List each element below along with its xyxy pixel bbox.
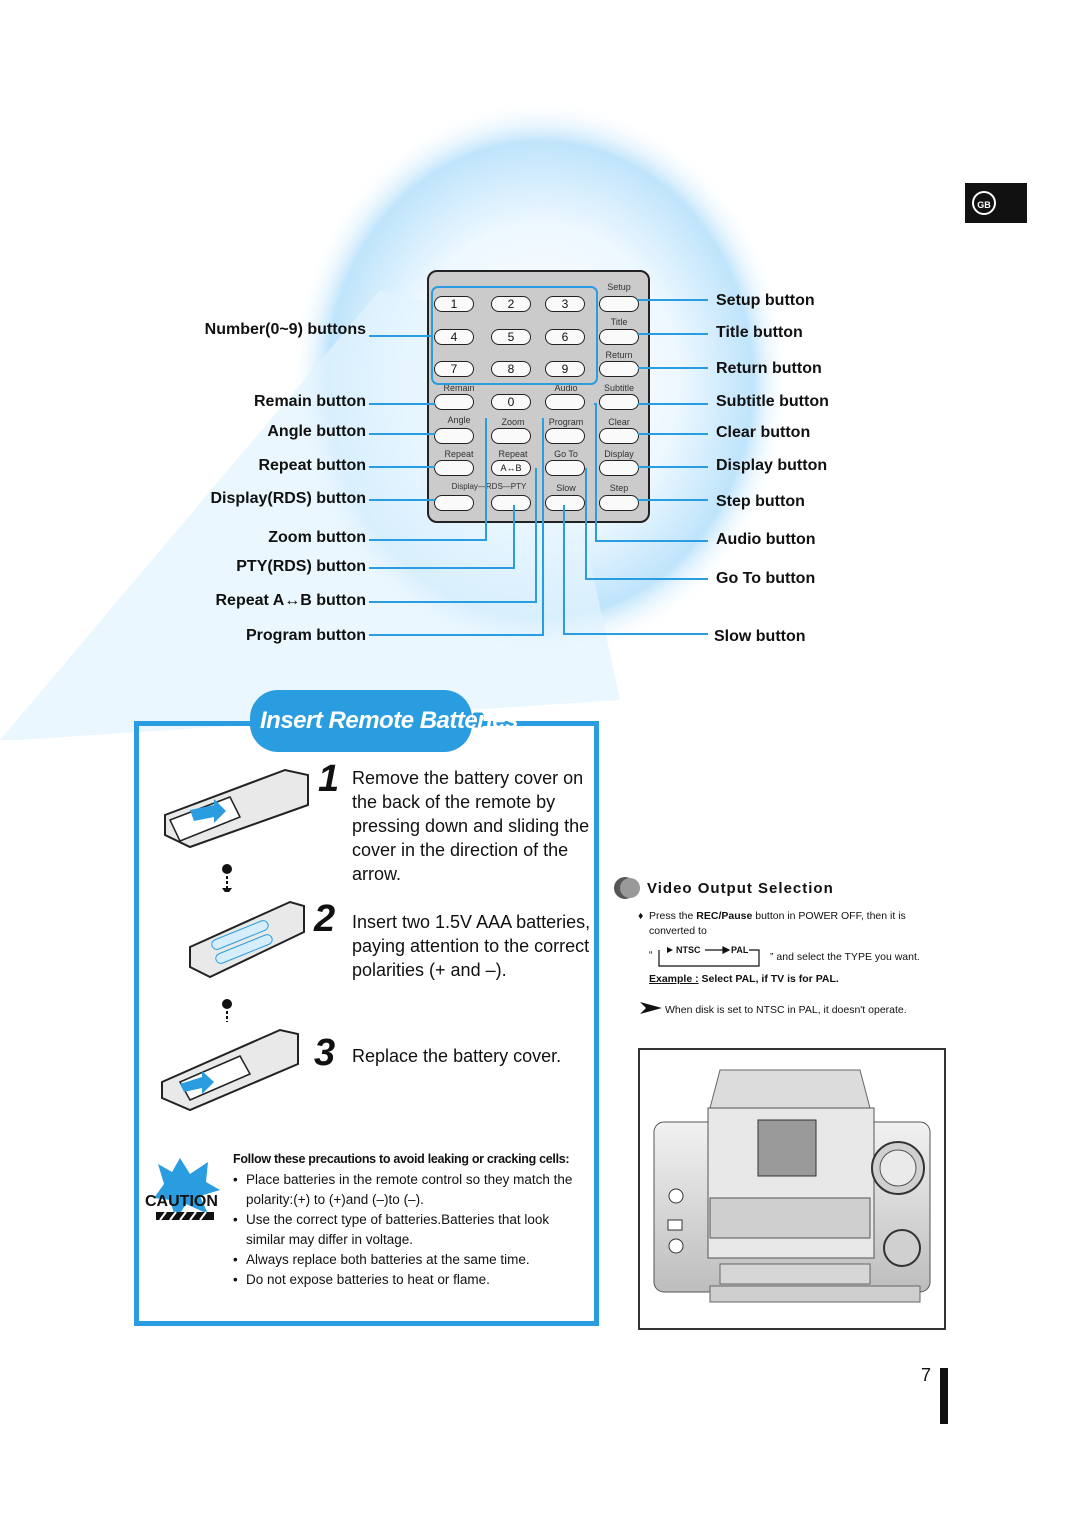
callout-setup-button: Setup button [716,292,815,309]
disc-icon [613,876,641,900]
video-output-select-text: ” and select the TYPE you want. [770,951,920,963]
caution-item: Use the correct type of batteries.Batteries that look similar may differ in voltage. [246,1212,550,1247]
video-output-title: Video Output Selection [647,880,834,897]
video-output-instruction: Press the REC/Pause button in POWER OFF, then it is converted to [649,910,906,937]
key-4: 4 [434,329,474,345]
audio-label: Audio [554,383,578,393]
callout-zoom-button: Zoom button [268,529,366,546]
callout-display-button: Display button [716,457,828,474]
main-unit-illustration [650,1068,934,1308]
callout-remain-button: Remain button [254,393,366,410]
step-1-text: Remove the battery cover on the back of the remote by pressing down and sliding the cover in the direction of the arrow. [352,768,590,884]
step-2-number: 2 [314,898,336,940]
repeat-label: Repeat [444,449,474,459]
note-arrow-icon [640,1002,662,1014]
callout-program-button: Program button [246,627,366,644]
callout-goto-button: Go To button [716,570,816,587]
callout-pty-rds-button: PTY(RDS) button [236,558,366,575]
video-output-note: When disk is set to NTSC in PAL, it doesn't operate. [665,1004,907,1016]
repeat-ab-key: A↔B [491,460,531,476]
insert-batteries-illustration [180,892,306,984]
replace-cover-illustration [150,1022,300,1114]
step-label: Step [609,483,629,493]
page-number: 7 [921,1365,932,1385]
step-1-number: 1 [318,758,340,800]
callout-angle-button: Angle button [267,423,366,440]
setup-label: Setup [607,282,631,292]
pal-label: PAL [731,945,749,955]
key-6: 6 [545,329,585,345]
slow-label: Slow [556,483,576,493]
callout-display-rds-button: Display(RDS) button [210,490,366,507]
callout-lines [0,0,1080,660]
step-3-number: 3 [314,1032,336,1074]
key-5: 5 [491,329,531,345]
example-line: Example : Select PAL, if TV is for PAL. [649,973,839,985]
key-3: 3 [545,296,585,312]
language-badge: GB [972,191,996,215]
callout-subtitle-button: Subtitle button [716,393,829,410]
angle-label: Angle [447,415,471,425]
program-label: Program [548,417,584,427]
callout-return-button: Return button [716,360,822,377]
display-rds-pty-label: Display—RDS—PTY [451,482,527,491]
key-0: 0 [491,394,531,410]
callout-number-buttons: Number(0~9) buttons [204,321,366,338]
key-8: 8 [491,361,531,377]
remove-cover-illustration [150,765,310,855]
callout-repeat-ab-button: Repeat A↔B button [215,592,366,609]
key-7: 7 [434,361,474,377]
caution-item: Do not expose batteries to heat or flame. [246,1272,490,1287]
insert-batteries-title: Insert Remote Batteries [260,707,518,734]
step-3-text: Replace the battery cover. [352,1046,562,1066]
goto-label: Go To [554,449,578,459]
key-9: 9 [545,361,585,377]
caution-heading: Follow these precautions to avoid leaking or cracking cells: [233,1152,570,1166]
caution-icon [150,1154,225,1224]
display-label: Display [604,449,634,459]
caution-item: Always replace both batteries at the same time. [246,1252,530,1267]
repeat-ab-label: Repeat [498,449,528,459]
subtitle-label: Subtitle [603,383,635,393]
callout-slow-button: Slow button [714,628,806,645]
callout-step-button: Step button [716,493,805,510]
step-2-text: Insert two 1.5V AAA batteries, paying attention to the correct polarities (+ and –). [352,912,591,980]
clear-label: Clear [608,417,630,427]
zoom-label: Zoom [501,417,525,427]
return-label: Return [605,350,633,360]
ntsc-pal-toggle-diagram [657,940,769,970]
caution-item: Place batteries in the remote control so they match the polarity:(+) to (+)and (–)to (–). [246,1172,573,1207]
caution-label: CAUTION [145,1193,218,1210]
key-2: 2 [491,296,531,312]
title-label: Title [610,317,628,327]
callout-audio-button: Audio button [716,531,816,548]
callout-title-button: Title button [716,324,803,341]
page-marker-bar [940,1368,948,1424]
callout-clear-button: Clear button [716,424,811,441]
key-1: 1 [434,296,474,312]
ntsc-label: NTSC [676,945,701,955]
callout-repeat-button: Repeat button [258,457,366,474]
remain-label: Remain [443,383,475,393]
